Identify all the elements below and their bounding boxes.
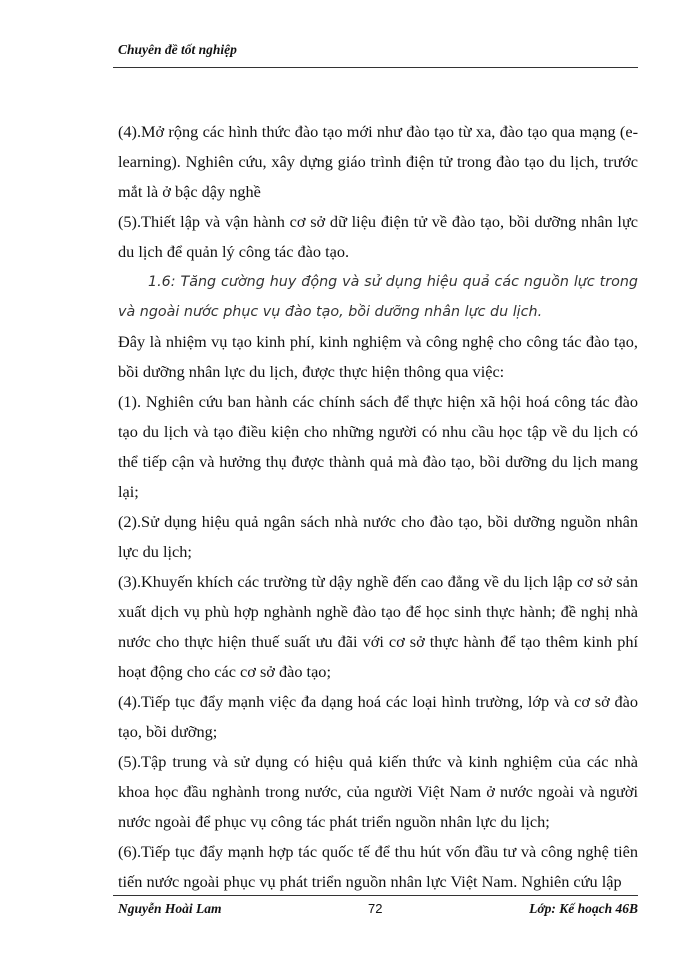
paragraph: (3).Khuyến khích các trường từ dậy nghề đến cao đẳng về du lịch lập cơ sở sản xuất dịch vụ phù hợp nghành nghề đào tạo để học sinh thực hành; đề nghị nhà nước cho thực hiện thuế suất ưu đãi với cơ sở thực hành để tạo thêm kinh phí hoạt động cho các cơ sở đào tạo; — [118, 572, 638, 681]
paragraph: (4).Tiếp tục đẩy mạnh việc đa dạng hoá các loại hình trường, lớp và cơ sở đào tạo, bồi dưỡng; — [118, 692, 638, 741]
paragraph: Đây là nhiệm vụ tạo kinh phí, kinh nghiệm và công nghệ cho công tác đào tạo, bồi dưỡng nhân lực du lịch, được thực hiện thông qua việc: — [118, 332, 638, 381]
section-heading: 1.6: Tăng cường huy động và sử dụng hiệu quả các nguồn lực trong và ngoài nước phục vụ đào tạo, bồi dưỡng nhân lực du lịch. — [118, 274, 638, 320]
paragraph: (6).Tiếp tục đẩy mạnh hợp tác quốc tế để thu hút vốn đầu tư và công nghệ tiên tiến nước ngoài phục vụ phát triển nguồn nhân lực Việt Nam. Nghiên cứu lập — [118, 842, 638, 891]
paragraph: (1). Nghiên cứu ban hành các chính sách để thực hiện xã hội hoá công tác đào tạo du lịch và tạo điều kiện cho những người có nhu cầu học tập về du lịch có thể tiếp cận và hưởng thụ được thành quả mà đào tạo, bồi dưỡng du lịch mang lại; — [118, 392, 638, 501]
page-number: 72 — [368, 901, 383, 916]
paragraph: (4).Mở rộng các hình thức đào tạo mới như đào tạo từ xa, đào tạo qua mạng (e-learning). Nghiên cứu, xây dựng giáo trình điện tử trong đào tạo du lịch, trước mắt là ở bậc dậy nghề — [118, 122, 638, 201]
paragraph: (2).Sử dụng hiệu quả ngân sách nhà nước cho đào tạo, bồi dưỡng nguồn nhân lực du lịch; — [118, 512, 638, 561]
footer-divider — [113, 895, 638, 896]
header-divider — [113, 67, 638, 68]
document-body — [118, 117, 638, 897]
paragraph: (5).Tập trung và sử dụng có hiệu quả kiến thức và kinh nghiệm của các nhà khoa học đầu nghành trong nước, của người Việt Nam ở nước ngoài và người nước ngoài để phục vụ công tác phát triển nguồn nhân lực du lịch; — [118, 752, 638, 831]
footer-author: Nguyễn Hoài Lam — [118, 901, 222, 916]
footer-class-label: Lớp: Kế hoạch 46B — [529, 901, 638, 916]
page-header-title: Chuyên đề tốt nghiệp — [118, 42, 237, 57]
paragraph: (5).Thiết lập và vận hành cơ sở dữ liệu điện tử về đào tạo, bồi dưỡng nhân lực du lịch để quản lý công tác đào tạo. — [118, 212, 638, 261]
